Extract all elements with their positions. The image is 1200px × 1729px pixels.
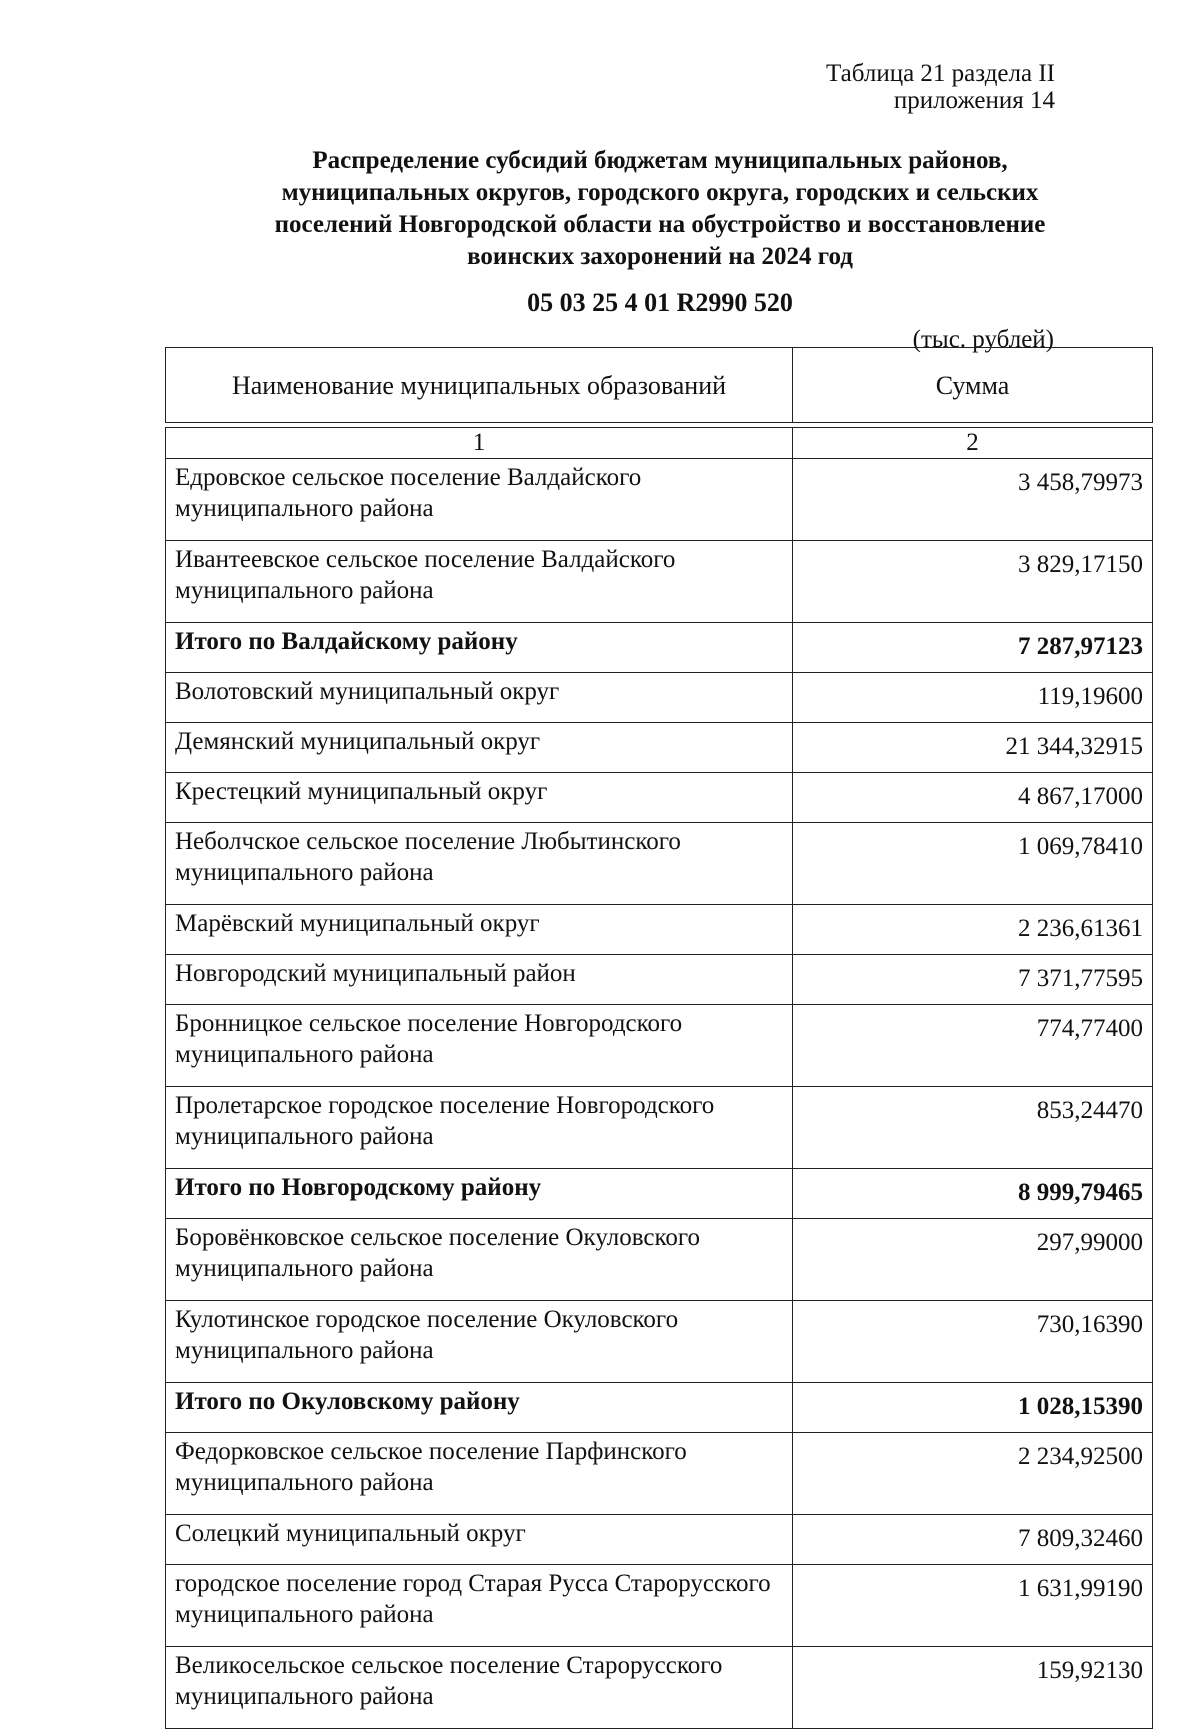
document-title	[160, 145, 1160, 273]
table-row	[166, 1433, 1153, 1515]
table-row	[166, 1565, 1153, 1647]
subsidy-amount: 8 999,79465	[793, 1169, 1153, 1219]
subsidy-amount: 7 809,32460	[793, 1515, 1153, 1565]
subsidy-amount: 7 287,97123	[793, 623, 1153, 673]
table-reference	[826, 60, 1055, 114]
table-row	[166, 673, 1153, 723]
subsidy-amount: 2 236,61361	[793, 905, 1153, 955]
table-reference-line2: приложения 14	[893, 87, 1055, 114]
municipality-name: Демянский муниципальный округ	[166, 723, 793, 773]
subsidy-table-body	[166, 348, 1153, 1729]
document-title-line1: Распределение субсидий бюджетам муниципальных районов,	[312, 147, 1008, 174]
table-header-row	[166, 348, 1153, 423]
table-row	[166, 1515, 1153, 1565]
municipality-name: Итого по Окуловскому району	[166, 1383, 793, 1433]
municipality-name: Федорковское сельское поселение Парфинского муниципального района	[166, 1433, 793, 1515]
subsidy-table	[165, 347, 1153, 1729]
table-total-row	[166, 623, 1153, 673]
municipality-name: Новгородский муниципальный район	[166, 955, 793, 1005]
subsidy-amount: 2 234,92500	[793, 1433, 1153, 1515]
municipality-name: Пролетарское городское поселение Новгородского муниципального района	[166, 1087, 793, 1169]
municipality-name: Солецкий муниципальный округ	[166, 1515, 793, 1565]
subsidy-amount: 3 458,79973	[793, 459, 1153, 541]
budget-code: 05 03 25 4 01 R2990 520	[527, 288, 793, 317]
subsidy-amount: 159,92130	[793, 1647, 1153, 1729]
municipality-name: Неболчское сельское поселение Любытинского муниципального района	[166, 823, 793, 905]
subsidy-amount: 3 829,17150	[793, 541, 1153, 623]
subsidy-amount: 1 028,15390	[793, 1383, 1153, 1433]
header-sum: Сумма	[793, 348, 1153, 423]
municipality-name: Волотовский муниципальный округ	[166, 673, 793, 723]
table-total-row	[166, 1383, 1153, 1433]
municipality-name: Крестецкий муниципальный округ	[166, 773, 793, 823]
table-row	[166, 1647, 1153, 1729]
table-row	[166, 459, 1153, 541]
subsidy-amount: 21 344,32915	[793, 723, 1153, 773]
table-row	[166, 773, 1153, 823]
subsidy-amount: 853,24470	[793, 1087, 1153, 1169]
table-row	[166, 905, 1153, 955]
municipality-name: Итого по Валдайскому району	[166, 623, 793, 673]
subsidy-amount: 1 631,99190	[793, 1565, 1153, 1647]
table-row	[166, 1087, 1153, 1169]
municipality-name: Едровское сельское поселение Валдайского муниципального района	[166, 459, 793, 541]
municipality-name: Боровёнковское сельское поселение Окуловского муниципального района	[166, 1219, 793, 1301]
units-label: (тыс. рублей)	[912, 326, 1054, 353]
subsidy-amount: 7 371,77595	[793, 955, 1153, 1005]
municipality-name: Великосельское сельское поселение Старорусского муниципального района	[166, 1647, 793, 1729]
document-title-line3: поселений Новгородской области на обустройство и восстановление	[274, 211, 1046, 238]
municipality-name: Ивантеевское сельское поселение Валдайского муниципального района	[166, 541, 793, 623]
table-reference-line1: Таблица 21 раздела II	[826, 60, 1055, 87]
table-row	[166, 1219, 1153, 1301]
municipality-name: Марёвский муниципальный округ	[166, 905, 793, 955]
column-number-name: 1	[166, 428, 793, 459]
table-total-row	[166, 1169, 1153, 1219]
table-row	[166, 541, 1153, 623]
table-row	[166, 955, 1153, 1005]
table-row	[166, 1005, 1153, 1087]
municipality-name: Кулотинское городское поселение Окуловского муниципального района	[166, 1301, 793, 1383]
table-row	[166, 823, 1153, 905]
municipality-name: Итого по Новгородскому району	[166, 1169, 793, 1219]
header-name: Наименование муниципальных образований	[166, 348, 793, 423]
municipality-name: Бронницкое сельское поселение Новгородского муниципального района	[166, 1005, 793, 1087]
subsidy-amount: 1 069,78410	[793, 823, 1153, 905]
document-title-line4: воинских захоронений на 2024 год	[467, 243, 853, 270]
subsidy-amount: 297,99000	[793, 1219, 1153, 1301]
table-row	[166, 723, 1153, 773]
subsidy-amount: 774,77400	[793, 1005, 1153, 1087]
column-number-row	[166, 428, 1153, 459]
subsidy-amount: 4 867,17000	[793, 773, 1153, 823]
municipality-name: городское поселение город Старая Русса Старорусского муниципального района	[166, 1565, 793, 1647]
subsidy-amount: 119,19600	[793, 673, 1153, 723]
subsidy-amount: 730,16390	[793, 1301, 1153, 1383]
document-title-line2: муниципальных округов, городского округа, городских и сельских	[281, 179, 1039, 206]
column-number-sum: 2	[793, 428, 1153, 459]
table-row	[166, 1301, 1153, 1383]
